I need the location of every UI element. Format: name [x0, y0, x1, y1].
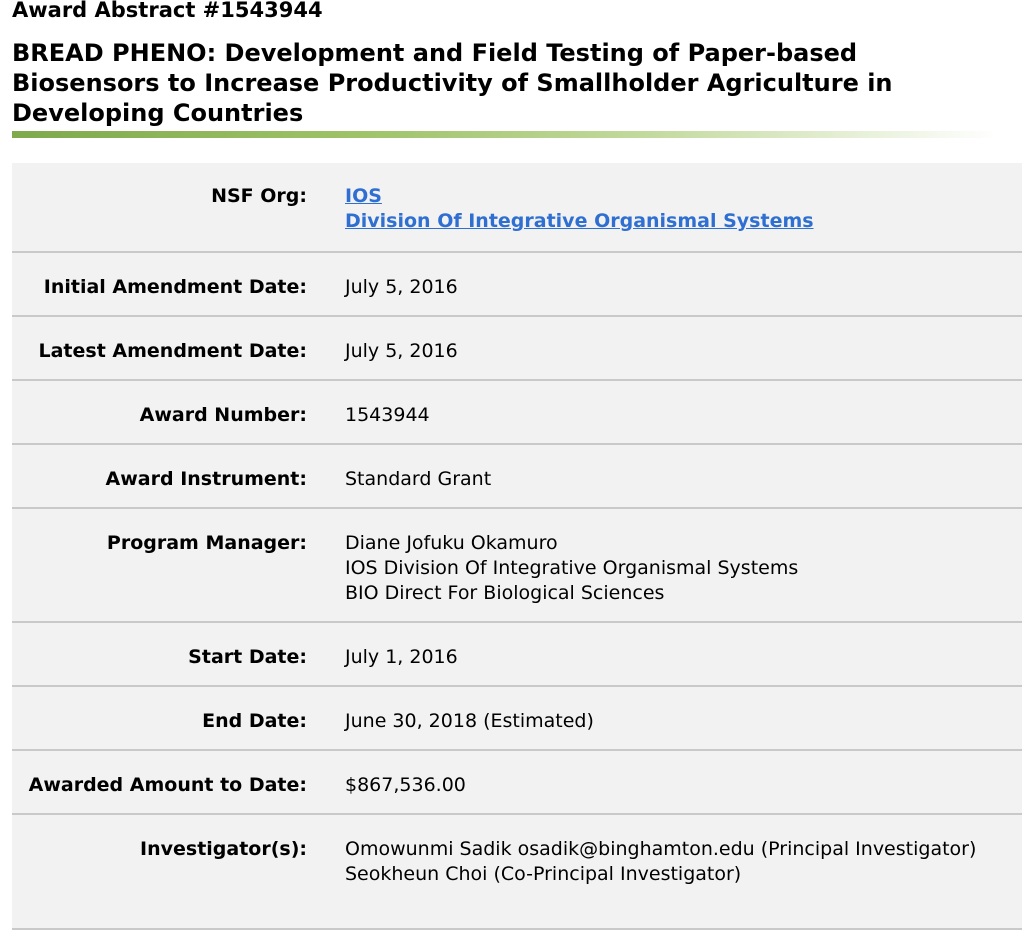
investigators-value [345, 837, 1022, 928]
program-manager-directorate: BIO Direct For Biological Sciences [345, 582, 665, 604]
initial-amendment-date-value: July 5, 2016 [345, 276, 458, 298]
award-number-label: Award Number: [139, 404, 307, 426]
award-details-table [12, 163, 1022, 930]
latest-amendment-date-value: July 5, 2016 [345, 340, 458, 362]
principal-investigator: Omowunmi Sadik osadik@binghamton.edu (Principal Investigator) [345, 838, 977, 860]
row-program-manager [12, 509, 1022, 623]
program-manager-label: Program Manager: [106, 532, 307, 554]
row-investigators [12, 815, 1022, 930]
award-instrument-value: Standard Grant [345, 468, 492, 490]
program-manager-value [345, 531, 1022, 621]
awarded-amount-label: Awarded Amount to Date: [28, 774, 307, 796]
row-awarded-amount [12, 751, 1022, 815]
row-end-date [12, 687, 1022, 751]
nsf-org-division-link[interactable]: Division Of Integrative Organismal Systems [345, 210, 814, 232]
award-instrument-label: Award Instrument: [105, 468, 307, 490]
nsf-org-code-link[interactable]: IOS [345, 185, 382, 207]
start-date-label: Start Date: [188, 646, 307, 668]
award-abstract-heading: Award Abstract #1543944 [12, 0, 323, 22]
end-date-value: June 30, 2018 (Estimated) [345, 710, 594, 732]
title-divider [12, 131, 997, 138]
end-date-label: End Date: [202, 710, 307, 732]
nsf-org-value [345, 184, 1022, 251]
latest-amendment-date-label: Latest Amendment Date: [38, 340, 307, 362]
program-manager-division: IOS Division Of Integrative Organismal Systems [345, 557, 799, 579]
award-number-value: 1543944 [345, 404, 430, 426]
initial-amendment-date-label: Initial Amendment Date: [43, 276, 307, 298]
row-initial-amendment-date [12, 253, 1022, 317]
row-latest-amendment-date [12, 317, 1022, 381]
row-award-instrument [12, 445, 1022, 509]
row-award-number [12, 381, 1022, 445]
award-title: BREAD PHENO: Development and Field Testing of Paper-based Biosensors to Increase Productivity of Smallholder Agriculture in Developing Countries [12, 39, 893, 127]
awarded-amount-value: $867,536.00 [345, 774, 466, 796]
program-manager-name: Diane Jofuku Okamuro [345, 532, 558, 554]
investigators-label: Investigator(s): [140, 838, 307, 860]
row-start-date [12, 623, 1022, 687]
nsf-org-label: NSF Org: [211, 185, 307, 207]
row-nsf-org [12, 163, 1022, 253]
co-principal-investigator: Seokheun Choi (Co-Principal Investigator) [345, 863, 742, 885]
start-date-value: July 1, 2016 [345, 646, 458, 668]
